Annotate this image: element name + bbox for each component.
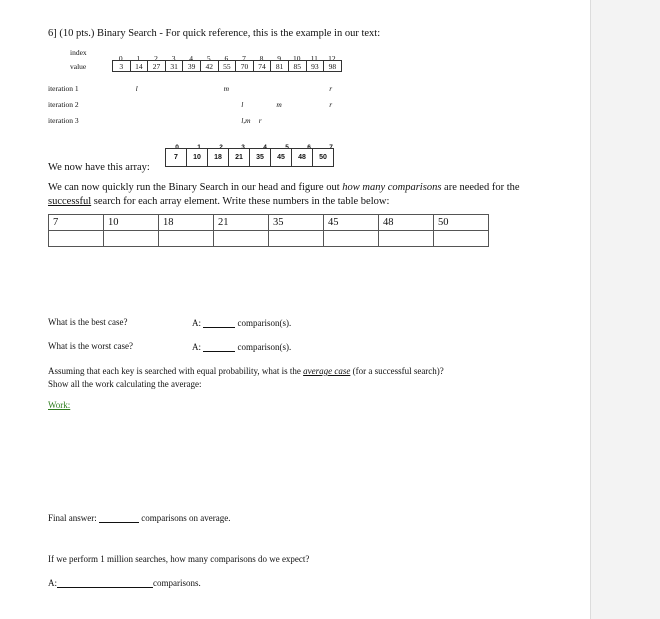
example-value-cell: 70 <box>236 61 254 72</box>
answer-input-cell[interactable] <box>214 231 269 247</box>
instruction-line-2 <box>48 196 389 207</box>
answer-label: A: <box>192 318 201 328</box>
average-question-line-1 <box>48 366 444 376</box>
example-index-cell: 9 <box>277 54 282 63</box>
iteration-marker: l <box>135 84 138 93</box>
small-value-cell: 18 <box>208 149 229 167</box>
answer-header-cell: 21 <box>214 215 269 231</box>
instruction-emphasis: how many comparisons <box>342 182 442 193</box>
small-value-cell: 48 <box>292 149 313 167</box>
example-value-cell: 85 <box>288 61 306 72</box>
million-answer <box>48 577 201 588</box>
answer-input-cell[interactable] <box>104 231 159 247</box>
small-value-cell: 35 <box>250 149 271 167</box>
worst-case-answer <box>192 341 291 352</box>
comparisons-average-unit: comparisons on average. <box>141 513 231 523</box>
iteration-marker: m <box>276 100 282 109</box>
example-index-cell: 8 <box>259 54 264 63</box>
iteration-marker: r <box>258 116 262 125</box>
comparisons-unit: comparisons. <box>153 578 201 588</box>
final-answer-blank[interactable] <box>99 512 139 523</box>
successful-word: successful <box>48 196 92 207</box>
now-have-text: We now have this array: <box>48 162 150 173</box>
answer-label: A: <box>48 578 57 588</box>
answer-label: A: <box>192 342 201 352</box>
answer-header-cell: 18 <box>159 215 214 231</box>
example-value-cell: 98 <box>324 61 342 72</box>
iteration-label: iteration 3 <box>48 116 79 125</box>
answer-input-cell[interactable] <box>159 231 214 247</box>
example-index-cell: 1 <box>136 54 141 63</box>
small-index-cell: 3 <box>241 144 245 151</box>
example-index-cell: 12 <box>328 54 336 63</box>
answer-header-cell: 35 <box>269 215 324 231</box>
example-value-cell: 14 <box>130 61 148 72</box>
answer-input-cell[interactable] <box>434 231 489 247</box>
example-index-cell: 11 <box>310 54 318 63</box>
iteration-label: iteration 2 <box>48 100 79 109</box>
small-array-table <box>165 148 334 167</box>
example-value-cell: 39 <box>183 61 201 72</box>
small-index-cell: 7 <box>329 144 333 151</box>
example-index-cell: 0 <box>118 54 123 63</box>
answer-table <box>48 214 489 247</box>
small-index-cell: 2 <box>219 144 223 151</box>
iteration-marker: l <box>241 100 244 109</box>
answer-header-cell: 7 <box>49 215 104 231</box>
final-answer-label: Final answer: <box>48 513 97 523</box>
example-value-cell: 27 <box>148 61 166 72</box>
example-index-cell: 6 <box>224 54 229 63</box>
example-value-cell: 74 <box>253 61 271 72</box>
answer-header-cell: 45 <box>324 215 379 231</box>
example-value-cell: 42 <box>200 61 218 72</box>
small-value-cell: 50 <box>313 149 334 167</box>
best-case-question: What is the best case? <box>48 317 128 327</box>
small-index-cell: 6 <box>307 144 311 151</box>
average-case-emphasis: average case <box>303 366 351 376</box>
example-value-cell: 81 <box>271 61 289 72</box>
value-label: value <box>70 62 87 71</box>
average-text: Assuming that each key is searched with equal probability, what is the <box>48 366 304 376</box>
average-question-line-2: Show all the work calculating the average: <box>48 379 202 389</box>
example-value-table <box>112 60 342 72</box>
small-index-cell: 1 <box>197 144 201 151</box>
example-index-cell: 7 <box>242 54 246 63</box>
average-text-end: (for a successful search)? <box>350 366 444 376</box>
iteration-marker: m <box>223 84 230 93</box>
example-index-cell: 3 <box>171 54 176 63</box>
question-title: 6] (10 pts.) Binary Search - For quick reference, this is the example in our text: <box>48 28 381 39</box>
small-value-cell: 21 <box>229 149 250 167</box>
comparisons-unit: comparison(s). <box>237 342 292 352</box>
example-index-cell: 4 <box>189 54 194 63</box>
small-value-cell: 7 <box>166 149 187 167</box>
small-value-cell: 45 <box>271 149 292 167</box>
answer-input-cell[interactable] <box>324 231 379 247</box>
small-index-cell: 0 <box>175 144 179 151</box>
small-index-cell: 5 <box>285 144 289 151</box>
worst-case-question: What is the worst case? <box>48 341 133 351</box>
answer-input-cell[interactable] <box>49 231 104 247</box>
example-index-cell: 2 <box>154 54 158 63</box>
comparisons-unit: comparison(s). <box>237 318 292 328</box>
answer-header-cell: 48 <box>379 215 434 231</box>
work-label: Work: <box>48 400 71 410</box>
example-value-cell: 3 <box>113 61 131 72</box>
answer-header-cell: 10 <box>104 215 159 231</box>
small-index-cell: 4 <box>263 144 267 151</box>
example-value-cell: 31 <box>165 61 183 72</box>
iteration-label: iteration 1 <box>48 84 79 93</box>
right-pane <box>590 0 660 619</box>
small-value-cell: 10 <box>187 149 208 167</box>
million-blank[interactable] <box>57 577 153 588</box>
answer-header-cell: 50 <box>434 215 489 231</box>
iteration-marker: r <box>329 84 333 93</box>
best-case-answer <box>192 317 291 328</box>
example-index-cell: 5 <box>206 54 211 63</box>
worst-case-blank[interactable] <box>203 341 235 352</box>
index-label: index <box>70 48 87 57</box>
final-answer-line <box>48 512 230 523</box>
example-index-cell: 10 <box>292 54 301 63</box>
instruction-text-end: are needed for the <box>441 182 520 193</box>
best-case-blank[interactable] <box>203 317 235 328</box>
instruction-line-1 <box>48 182 520 193</box>
example-value-cell: 55 <box>218 61 236 72</box>
iteration-marker: r <box>329 100 333 109</box>
instruction-text: We can now quickly run the Binary Search in our head and figure out <box>48 182 343 193</box>
answer-input-cell[interactable] <box>269 231 324 247</box>
million-question: If we perform 1 million searches, how many comparisons do we expect? <box>48 554 310 564</box>
answer-input-cell[interactable] <box>379 231 434 247</box>
iteration-marker: l,m <box>241 116 251 125</box>
example-value-cell: 93 <box>306 61 324 72</box>
instruction-text-2: search for each array element. Write these numbers in the table below: <box>91 196 390 207</box>
